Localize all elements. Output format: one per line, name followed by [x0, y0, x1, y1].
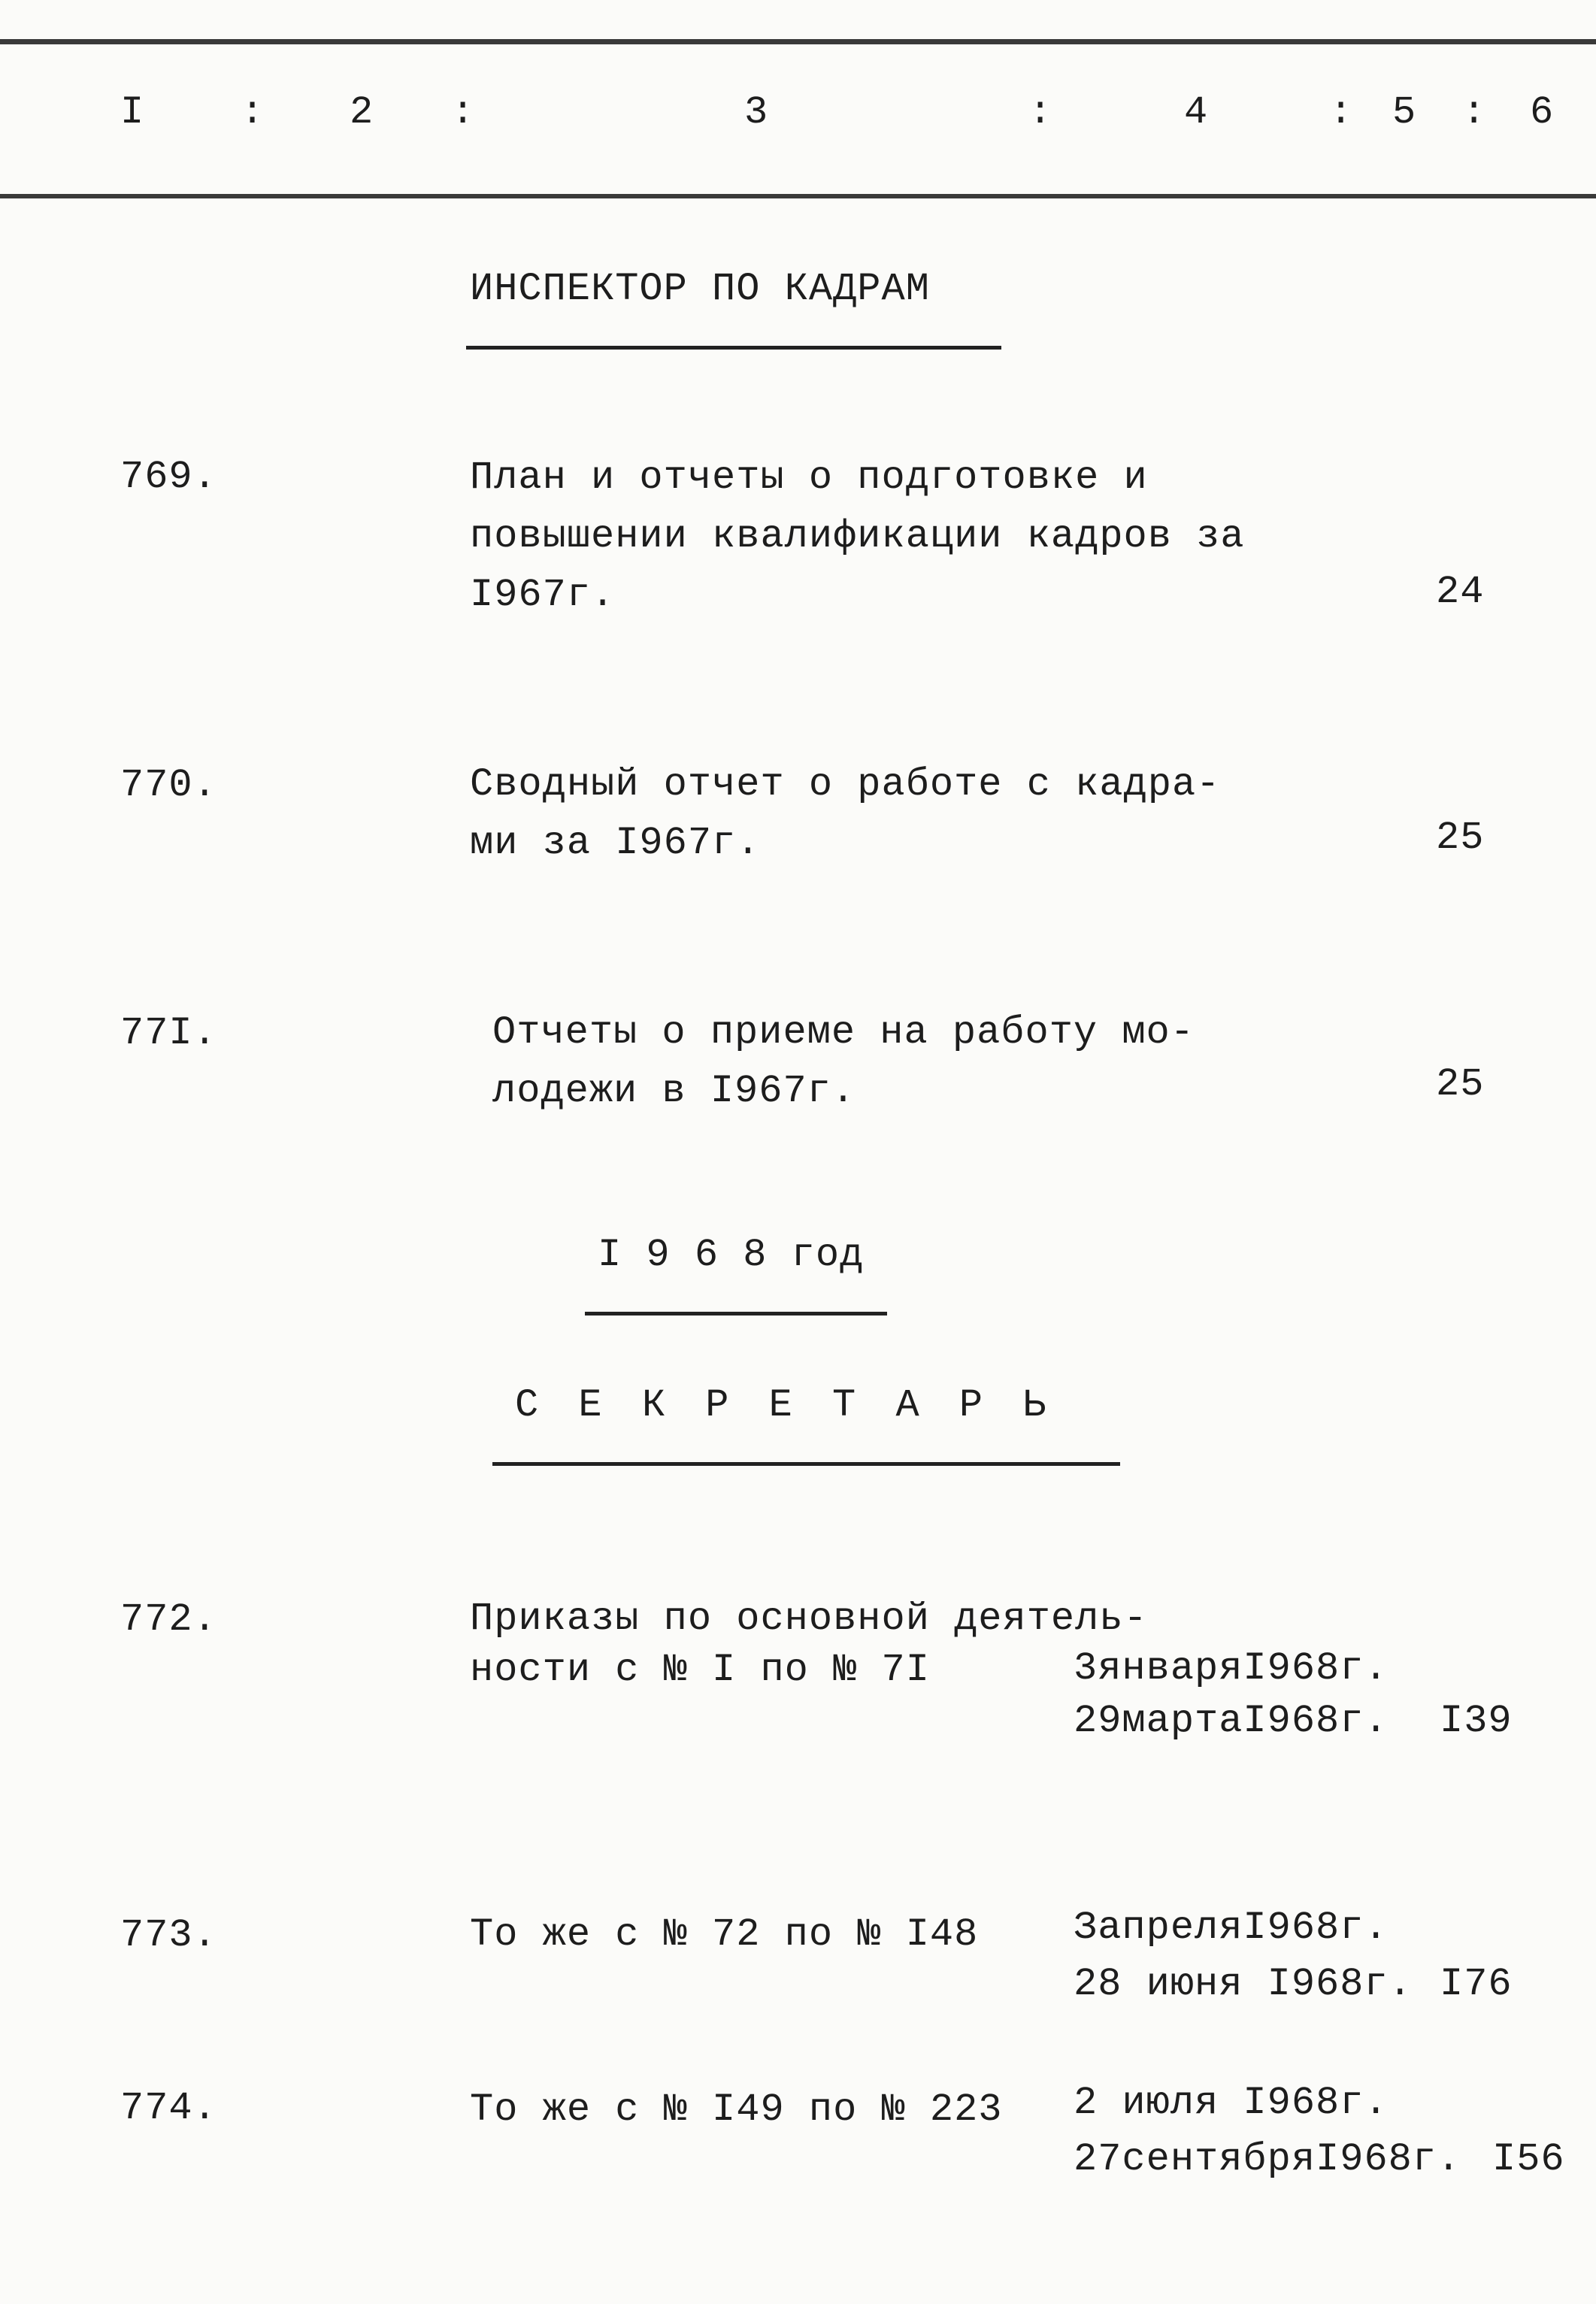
column-separator: : — [241, 90, 265, 135]
column-separator: : — [1462, 90, 1487, 135]
column-header-3: 3 — [744, 90, 769, 135]
entry-number: 774. — [120, 2086, 217, 2130]
entry-number: 770. — [120, 763, 217, 807]
entry-pages: I56 — [1492, 2137, 1565, 2181]
section-title-inspector: ИНСПЕКТОР ПО КАДРАМ — [470, 267, 930, 311]
section-title-year: I 9 6 8 год — [598, 1233, 865, 1277]
column-header-2: 2 — [350, 90, 374, 135]
section-underline — [585, 1312, 887, 1315]
entry-title-line: То же с № I49 по № 223 — [470, 2088, 1003, 2132]
entry-title-line: Отчеты о приеме на работу мо- — [492, 1010, 1195, 1055]
entry-title-line: повышении квалификации кадров за — [470, 514, 1245, 559]
entry-number: 77I. — [120, 1011, 217, 1055]
entry-date-end: 27сентябряI968г. — [1074, 2137, 1461, 2181]
header-bottom-rule — [0, 194, 1596, 198]
section-title-secretary: С Е К Р Е Т А Р Ь — [515, 1383, 1055, 1428]
column-separator: : — [1329, 90, 1354, 135]
column-header-6: 6 — [1530, 90, 1555, 135]
column-header-4: 4 — [1184, 90, 1209, 135]
entry-number: 769. — [120, 455, 217, 499]
column-separator: : — [451, 90, 476, 135]
entry-title-line: ности с № I по № 7I — [470, 1648, 930, 1692]
column-separator: : — [1028, 90, 1053, 135]
entry-date-end: 29мартаI968г. — [1074, 1699, 1389, 1743]
entry-pages: 25 — [1436, 1062, 1485, 1107]
column-header-1: I — [120, 90, 145, 135]
entry-number: 772. — [120, 1597, 217, 1642]
column-header-5: 5 — [1392, 90, 1417, 135]
entry-date-start: ЗапреляI968г. — [1074, 1906, 1389, 1950]
entry-date-start: 3январяI968г. — [1074, 1646, 1389, 1691]
entry-date-end: 28 июня I968г. — [1074, 1962, 1413, 2006]
entry-pages: 24 — [1436, 570, 1485, 614]
section-underline — [466, 346, 1001, 350]
entry-title-line: То же с № 72 по № I48 — [470, 1912, 979, 1957]
entry-title-line: лодежи в I967г. — [492, 1069, 856, 1113]
entry-title-line: Сводный отчет о работе с кадра- — [470, 762, 1221, 807]
entry-title-line: План и отчеты о подготовке и — [470, 456, 1148, 500]
entry-title-line: I967г. — [470, 573, 616, 617]
entry-pages: I76 — [1440, 1962, 1513, 2006]
entry-date-start: 2 июля I968г. — [1074, 2081, 1389, 2125]
header-top-rule — [0, 39, 1596, 44]
entry-pages: I39 — [1440, 1699, 1513, 1743]
section-underline — [492, 1462, 1120, 1466]
entry-title-line: ми за I967г. — [470, 821, 761, 865]
entry-title-line: Приказы по основной деятель- — [470, 1597, 1148, 1641]
entry-number: 773. — [120, 1913, 217, 1957]
entry-pages: 25 — [1436, 816, 1485, 860]
